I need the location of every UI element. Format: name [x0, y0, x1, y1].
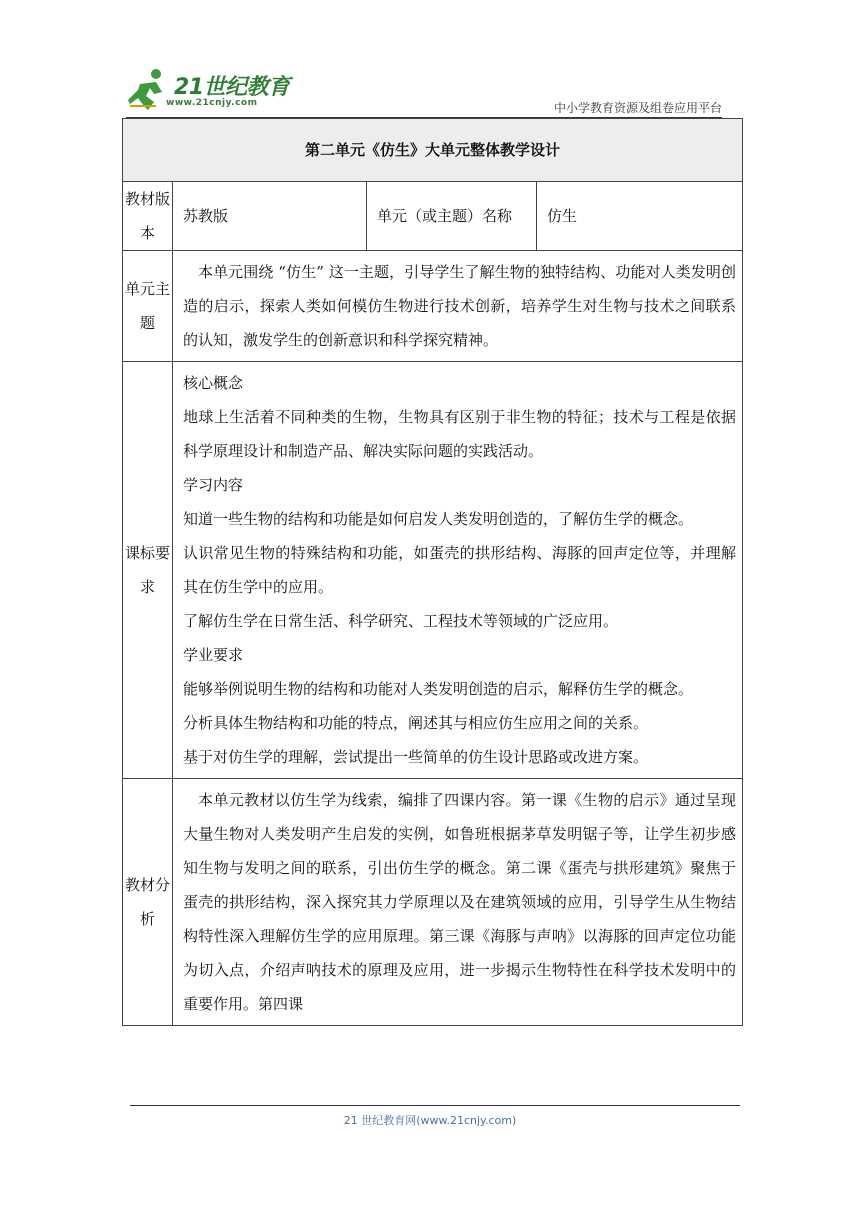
standards-label: 课标要求: [123, 362, 173, 779]
standards-heading: 学习内容: [183, 476, 244, 494]
edition-label: 教材版本: [123, 182, 173, 251]
edition-row: [123, 182, 743, 251]
analysis-row: [123, 779, 743, 1026]
analysis-label: 教材分析: [123, 779, 173, 1026]
unit-name-value: 仿生: [537, 182, 743, 251]
standards-paragraph: 了解仿生学在日常生活、科学研究、工程技术等领域的广泛应用。: [183, 612, 619, 630]
standards-paragraph: 地球上生活着不同种类的生物，生物具有区别于非生物的特征；技术与工程是依据科学原理设计和制造产品、解决实际问题的实践活动。: [183, 408, 737, 460]
standards-paragraph: 能够举例说明生物的结构和功能对人类发明创造的启示，解释仿生学的概念。: [183, 680, 694, 698]
standards-row: [123, 362, 743, 779]
page-header: [0, 0, 860, 120]
theme-row: [123, 251, 743, 362]
standards-paragraph: 认识常见生物的特殊结构和功能，如蛋壳的拱形结构、海豚的回声定位等，并理解其在仿生学中的应用。: [183, 544, 737, 596]
analysis-text: 本单元教材以仿生学为线索，编排了四课内容。第一课《生物的启示》通过呈现大量生物对人类发明产生启发的实例，如鲁班根据茅草发明锯子等，让学生初步感知生物与发明之间的联系，引出仿生学的概念。第二课《蛋壳与拱形建筑》聚焦于蛋壳的拱形结构，深入探究其力学原理以及在建筑领域的应用，引导学生从生物结构特性深入理解仿生学的应用原理。第三课《海豚与声呐》以海豚的回声定位功能为切入点，介绍声呐技术的原理及应用，进一步揭示生物特性在科学技术发明中的重要作用。第四课: [173, 779, 743, 1026]
standards-paragraph: 基于对仿生学的理解，尝试提出一些简单的仿生设计思路或改进方案。: [183, 748, 649, 766]
logo-url: www.21cnjy.com: [166, 98, 258, 108]
logo: [126, 66, 296, 116]
standards-content: [173, 362, 743, 779]
standards-heading: 核心概念: [183, 374, 244, 392]
unit-name-label: 单元（或主题）名称: [367, 182, 537, 251]
title-row: [123, 119, 743, 182]
edition-value: 苏教版: [173, 182, 367, 251]
table-title: 第二单元《仿生》大单元整体教学设计: [123, 119, 743, 182]
theme-label: 单元主题: [123, 251, 173, 362]
footer-text: 21 世纪教育网(www.21cnjy.com): [343, 1114, 517, 1127]
logo-text: 21世纪教育: [174, 75, 290, 100]
standards-heading: 学业要求: [183, 646, 244, 664]
footer-divider: [130, 1105, 740, 1106]
lesson-design-table: [122, 118, 743, 1026]
standards-paragraph: 知道一些生物的结构和功能是如何启发人类发明创造的，了解仿生学的概念。: [183, 510, 694, 528]
platform-name: 中小学教育资源及组卷应用平台: [553, 101, 722, 115]
theme-text: 本单元围绕 “仿生” 这一主题，引导学生了解生物的独特结构、功能对人类发明创造的启示，探索人类如何模仿生物进行技术创新，培养学生对生物与技术之间联系的认知，激发学生的创新意识和科学探究精神。: [173, 251, 743, 362]
standards-paragraph: 分析具体生物结构和功能的特点，阐述其与相应仿生应用之间的关系。: [183, 714, 649, 732]
